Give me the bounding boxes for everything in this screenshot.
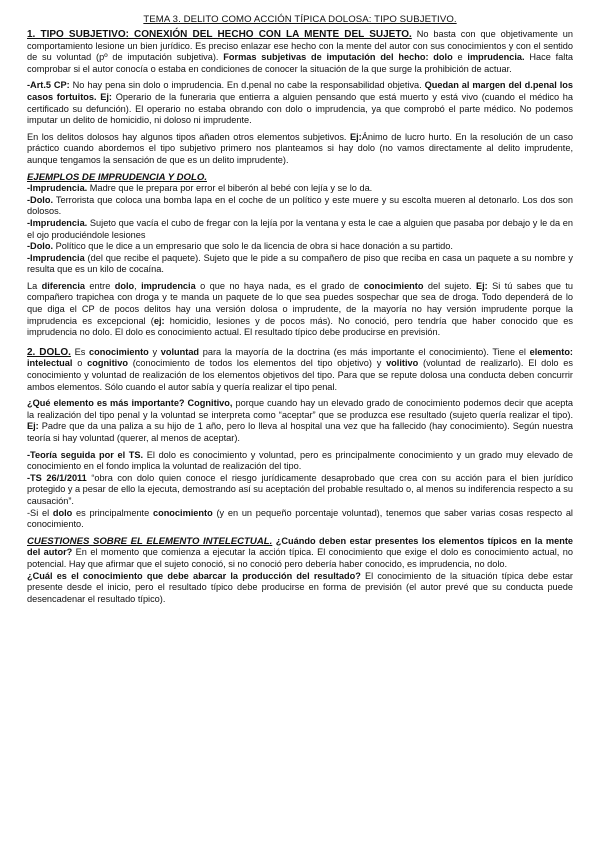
list-item: -Imprudencia (del que recibe el paquete). Sujeto que le pide a su compañero de piso que reciba en casa un paquete a su nombre y resulta que es un kilo de cocaína. (27, 252, 573, 275)
list-item: -Imprudencia. Sujeto que vacía el cubo de fregar con la lejía por la ventana y esta le cae a alguien que pasaba por debajo y le da en el ojo produciéndole lesiones (27, 217, 573, 240)
paragraph-que-elemento: ¿Qué elemento es más importante? Cognitivo, porque cuando hay un elevado grado de conocimiento podemos decir que acepta la realización del tipo penal y la voluntad se interpreta como “aceptar” que se produzca ese resultado (sujeto quería realizar el tipo). Ej: Padre que da una paliza a su hijo de 1 año, pero lo lleva al hospital una vez que ha fallecido (hay conocimiento). Según nuestra teoría si hay voluntad (querer, al menos de aceptar). (27, 398, 573, 443)
section-dolo: 2. DOLO. Es conocimiento y voluntad para la mayoría de la doctrina (es más importante el conocimiento). Tiene el elemento: intelectual o cognitivo (conocimiento de todos los elementos del tipo objetivo) y volitivo (voluntad de realizarlo). El dolo es conocimiento y voluntad de realización de los elementos objetivos del tipo. Para que se repute dolosa una conducta deben concurrir ambos elementos. Sólo cuando el autor sabía y quería realizar el tipo penal. (27, 346, 573, 392)
cuestiones-heading: CUESTIONES SOBRE EL ELEMENTO INTELECTUAL. (27, 535, 273, 547)
paragraph-dolosos: En los delitos dolosos hay algunos tipos añaden otros elementos subjetivos. Ej:Ánimo de lucro hurto. En la resolución de un caso práctico cuando abordemos el tipo subjetivo primero nos planteamos si hay dolo (no vamos directamente al delito imprudente, aunque tengamos la sensación de que es un delito imprudente). (27, 131, 573, 165)
paragraph-teoria-ts: -Teoría seguida por el TS. El dolo es conocimiento y voluntad, pero es principalmente conocimiento y un grado muy elevado de conocimiento en el fondo implica la voluntad de realización del tipo. (27, 449, 573, 472)
section-heading: 2. DOLO. (27, 346, 71, 358)
paragraph-art5: -Art.5 CP: No hay pena sin dolo o imprudencia. En d.penal no cabe la responsabilidad objetiva. Quedan al margen del d.penal los casos fortuitos. Ej: Operario de la funeraria que entierra a alguien pensando que está muerto y está vivo (cuando el médico ha certificado su defunción). El operario no estaba obrando con dolo o imprudencia, ya que comprobó el parte médico. No podemos imputar un delito de homicidio, ni doloso ni imprudente. (27, 80, 574, 126)
list-item: -Dolo. Terrorista que coloca una bomba lapa en el coche de un político y este muere y su escolta mueren al detonarlo. Los dos son dolosos. (27, 194, 573, 217)
paragraph-diferencia: La diferencia entre dolo, imprudencia o que no haya nada, es el grado de conocimiento del sujeto. Ej: Si tú sabes que tu compañero trapichea con droga y te manda un paquete de lo que sea puedes sospechar que sea de droga. Todo dependerá de lo que diga el CP de pocos delitos hay una versión dolosa o imprudente, de la mayoría no hay versión imprudente porque la imprudencia es excepcional (ej: homicidio, lesiones y de pocos más). No conoció, pero tendría que haber conocido que es imprudencia no dolo. El dolo es conocimiento actual. El resultado típico debe producirse en previsión. (27, 280, 573, 338)
section-heading: 1. TIPO SUBJETIVO: CONEXIÓN DEL HECHO CON LA MENTE DEL SUJETO. (27, 29, 412, 40)
paragraph-si-dolo: -Si el dolo es principalmente conocimiento (y en un pequeño porcentaje voluntad), tenemos que saber varias cosas respecto al conocimiento. (27, 507, 573, 530)
page-title: TEMA 3. DELITO COMO ACCIÓN TÍPICA DOLOSA: TIPO SUBJETIVO. (143, 14, 457, 25)
document-page (27, 14, 573, 610)
section-tipo-subjetivo: 1. TIPO SUBJETIVO: CONEXIÓN DEL HECHO CON LA MENTE DEL SUJETO. No basta con que objetivamente un comportamiento lesione un bien jurídico. Es preciso enlazar ese hecho con la mente del autor con sus conocimientos y con el sentido de su voluntad (pº de imputación subjetiva). Formas subjetivas de imputación del hecho: dolo e imprudencia. Hace falta comprobar si el autor conocía o estaba en condiciones de conocer la situación de la que surge la prohibición de actuar. (27, 29, 573, 74)
list-item: -Dolo. Político que le dice a un empresario que solo le da licencia de obra si hace donación a su partido. (27, 241, 453, 252)
paragraph-cuestiones: CUESTIONES SOBRE EL ELEMENTO INTELECTUAL. ¿Cuándo deben estar presentes los elementos típicos en la mente del autor? En el momento que comienza a ejecutar la acción típica. El conocimiento que exige el dolo es conocimiento actual, no potencial. Hay que afirmar que el sujeto conoció, si no conoció pero debería haber conocido, es imprudencia, no dolo. (27, 535, 573, 569)
paragraph-cual-conocimiento: ¿Cuál es el conocimiento que debe abarcar la producción del resultado? El conocimiento de la situación típica debe estar presente desde el inicio, pero el resultado típico debe producirse en forma de previsión (el autor prevé que su conducta puede desencadenar el resultado típico). (27, 570, 573, 604)
paragraph-ts-2011: -TS 26/1/2011 “obra con dolo quien conoce el riesgo jurídicamente desaprobado que crea con su acción para el bien jurídico protegido y a pesar de ello la ejecuta, demostrando así su aceptación del probable resultado o, al menos su indiferencia respecto a su causación”. (27, 472, 574, 506)
list-item: -Imprudencia. Madre que le prepara por error el biberón al bebé con lejía y se lo da. (27, 183, 373, 194)
ejemplos-heading: EJEMPLOS DE IMPRUDENCIA Y DOLO. (27, 171, 207, 183)
